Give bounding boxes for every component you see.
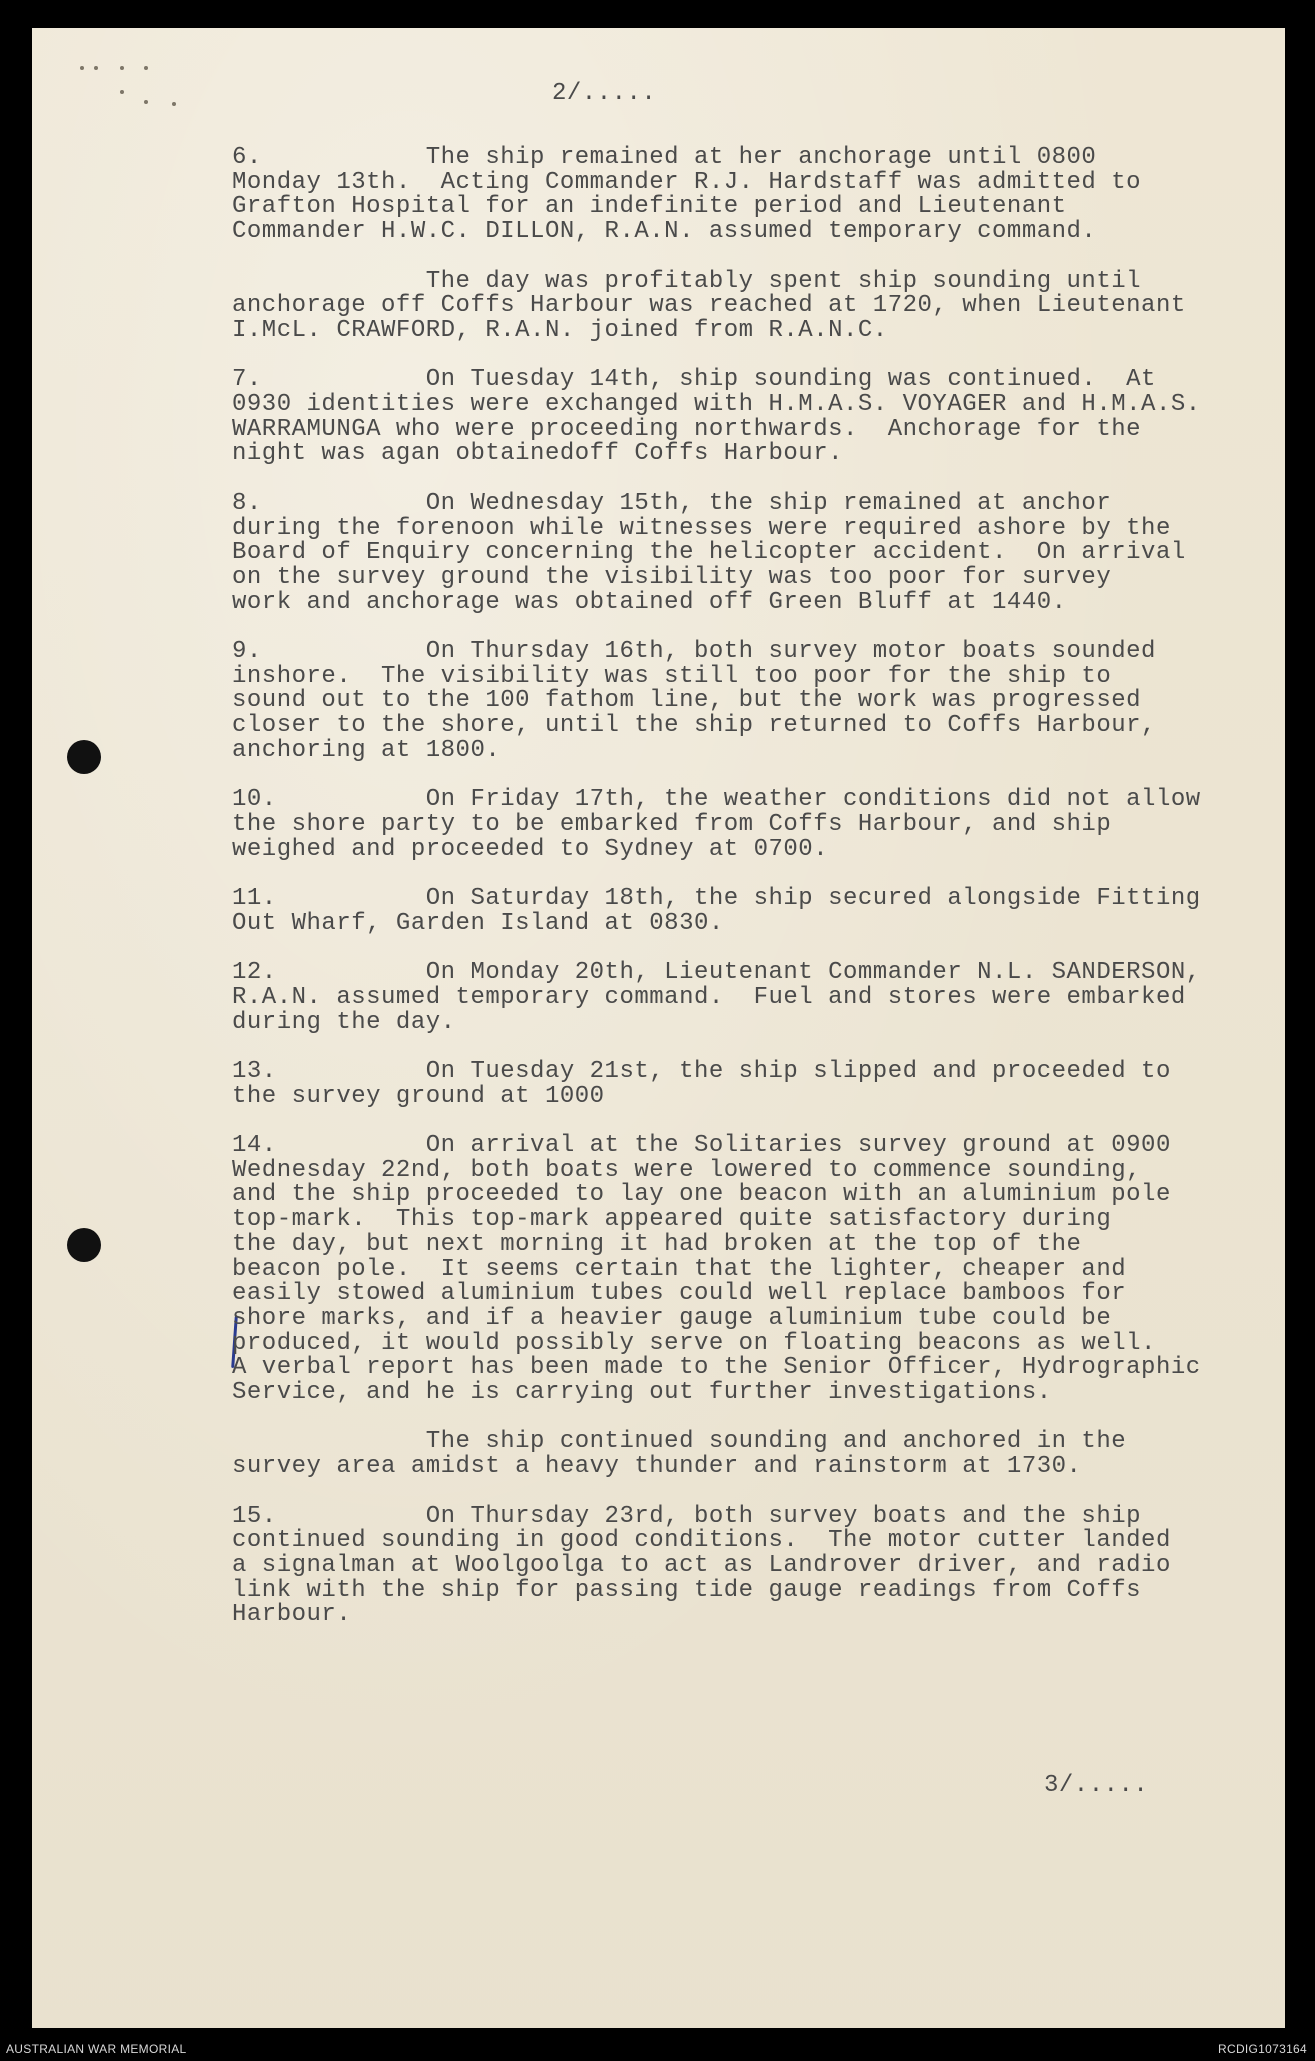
text-line: Monday 13th. Acting Commander R.J. Hardstaff was admitted to	[232, 168, 1142, 196]
document-page	[32, 28, 1285, 2028]
text-line: produced, it would possibly serve on floating beacons as well.	[232, 1329, 1156, 1357]
text-line: WARRAMUNGA who were proceeding northwards. Anchorage for the	[232, 415, 1142, 443]
text-line: sound out to the 100 fathom line, but the work was progressed	[232, 687, 1142, 715]
text-line: Harbour.	[232, 1601, 352, 1629]
text-line: 14. On arrival at the Solitaries survey ground at 0900	[232, 1132, 1171, 1159]
text-line: during the forenoon while witnesses were required ashore by the	[232, 514, 1171, 542]
text-line: night was agan obtainedoff Coffs Harbour.	[232, 440, 843, 468]
text-line: 10. On Friday 17th, the weather conditions did not allow	[232, 786, 1201, 814]
text-line: work and anchorage was obtained off Green Bluff at 1440.	[232, 588, 1067, 616]
staple-mark	[94, 66, 98, 70]
text-line: anchorage off Coffs Harbour was reached at 1720, when Lieutenant	[232, 292, 1186, 320]
text-line: and the ship proceeded to lay one beacon with an aluminium pole	[232, 1181, 1171, 1209]
text-line: 8. On Wednesday 15th, the ship remained at anchor	[232, 489, 1112, 517]
text-line: 15. On Thursday 23rd, both survey boats and the ship	[232, 1502, 1142, 1530]
staple-mark	[120, 90, 124, 94]
staple-mark	[144, 66, 148, 70]
footer-id: RCDIG1073164	[1218, 2042, 1307, 2056]
text-line: on the survey ground the visibility was too poor for survey	[232, 563, 1112, 591]
text-line: Grafton Hospital for an indefinite period and Lieutenant	[232, 193, 1067, 221]
text-line: A verbal report has been made to the Senior Officer, Hydrographic	[232, 1354, 1201, 1382]
text-line: 9. On Thursday 16th, both survey motor boats sounded	[232, 638, 1156, 665]
text-line: closer to the shore, until the ship returned to Coffs Harbour,	[232, 712, 1156, 740]
staple-mark	[172, 102, 176, 106]
text-line: the survey ground at 1000	[232, 1082, 605, 1110]
text-line: inshore. The visibility was still too poor for the ship to	[232, 662, 1112, 690]
text-line: 7. On Tuesday 14th, ship sounding was continued. At	[232, 366, 1156, 394]
text-line: Wednesday 22nd, both boats were lowered to commence sounding,	[232, 1156, 1142, 1184]
text-line: 12. On Monday 20th, Lieutenant Commander N.L. SANDERSON,	[232, 959, 1201, 987]
text-line: Out Wharf, Garden Island at 0830.	[232, 909, 724, 937]
text-line: the day, but next morning it had broken at the top of the	[232, 1230, 1082, 1258]
text-line: shore marks, and if a heavier gauge aluminium tube could be	[232, 1304, 1112, 1332]
text-line: Commander H.W.C. DILLON, R.A.N. assumed temporary command.	[232, 218, 1097, 246]
staple-mark	[120, 66, 124, 70]
text-line: top-mark. This top-mark appeared quite satisfactory during	[232, 1206, 1112, 1234]
punch-hole	[67, 1228, 101, 1262]
staple-mark	[80, 66, 84, 70]
text-line: 0930 identities were exchanged with H.M.A.S. VOYAGER and H.M.A.S.	[232, 391, 1201, 418]
text-line: beacon pole. It seems certain that the lighter, cheaper and	[232, 1255, 1127, 1283]
text-line: The day was profitably spent ship sounding until	[232, 267, 1142, 295]
text-line: 11. On Saturday 18th, the ship secured alongside Fitting	[232, 885, 1201, 912]
text-line: 6. The ship remained at her anchorage until 0800	[232, 144, 1097, 171]
text-line: the shore party to be embarked from Coffs Harbour, and ship	[232, 810, 1112, 838]
page-header-number: 2/.....	[552, 80, 657, 107]
footer-source: AUSTRALIAN WAR MEMORIAL	[6, 2042, 187, 2056]
text-line: The ship continued sounding and anchored in the	[232, 1428, 1127, 1456]
page-continuation: 3/.....	[1044, 1772, 1149, 1799]
staple-mark	[144, 100, 148, 104]
text-line: R.A.N. assumed temporary command. Fuel and stores were embarked	[232, 983, 1186, 1011]
text-line: 13. On Tuesday 21st, the ship slipped and proceeded to	[232, 1057, 1171, 1085]
text-line: a signalman at Woolgoolga to act as Landrover driver, and radio	[232, 1551, 1171, 1579]
text-line: I.McL. CRAWFORD, R.A.N. joined from R.A.N.C.	[232, 316, 888, 344]
text-line: link with the ship for passing tide gauge readings from Coffs	[232, 1576, 1142, 1604]
text-line: weighed and proceeded to Sydney at 0700.	[232, 835, 829, 863]
text-line: during the day.	[232, 1008, 456, 1036]
text-line: anchoring at 1800.	[232, 736, 501, 764]
text-line: continued sounding in good conditions. The motor cutter landed	[232, 1527, 1171, 1555]
text-line: easily stowed aluminium tubes could well replace bamboos for	[232, 1280, 1127, 1308]
punch-hole	[67, 740, 101, 774]
text-line: Board of Enquiry concerning the helicopter accident. On arrival	[232, 539, 1186, 567]
text-line: survey area amidst a heavy thunder and rainstorm at 1730.	[232, 1453, 1082, 1481]
text-line: Service, and he is carrying out further investigations.	[232, 1379, 1052, 1406]
